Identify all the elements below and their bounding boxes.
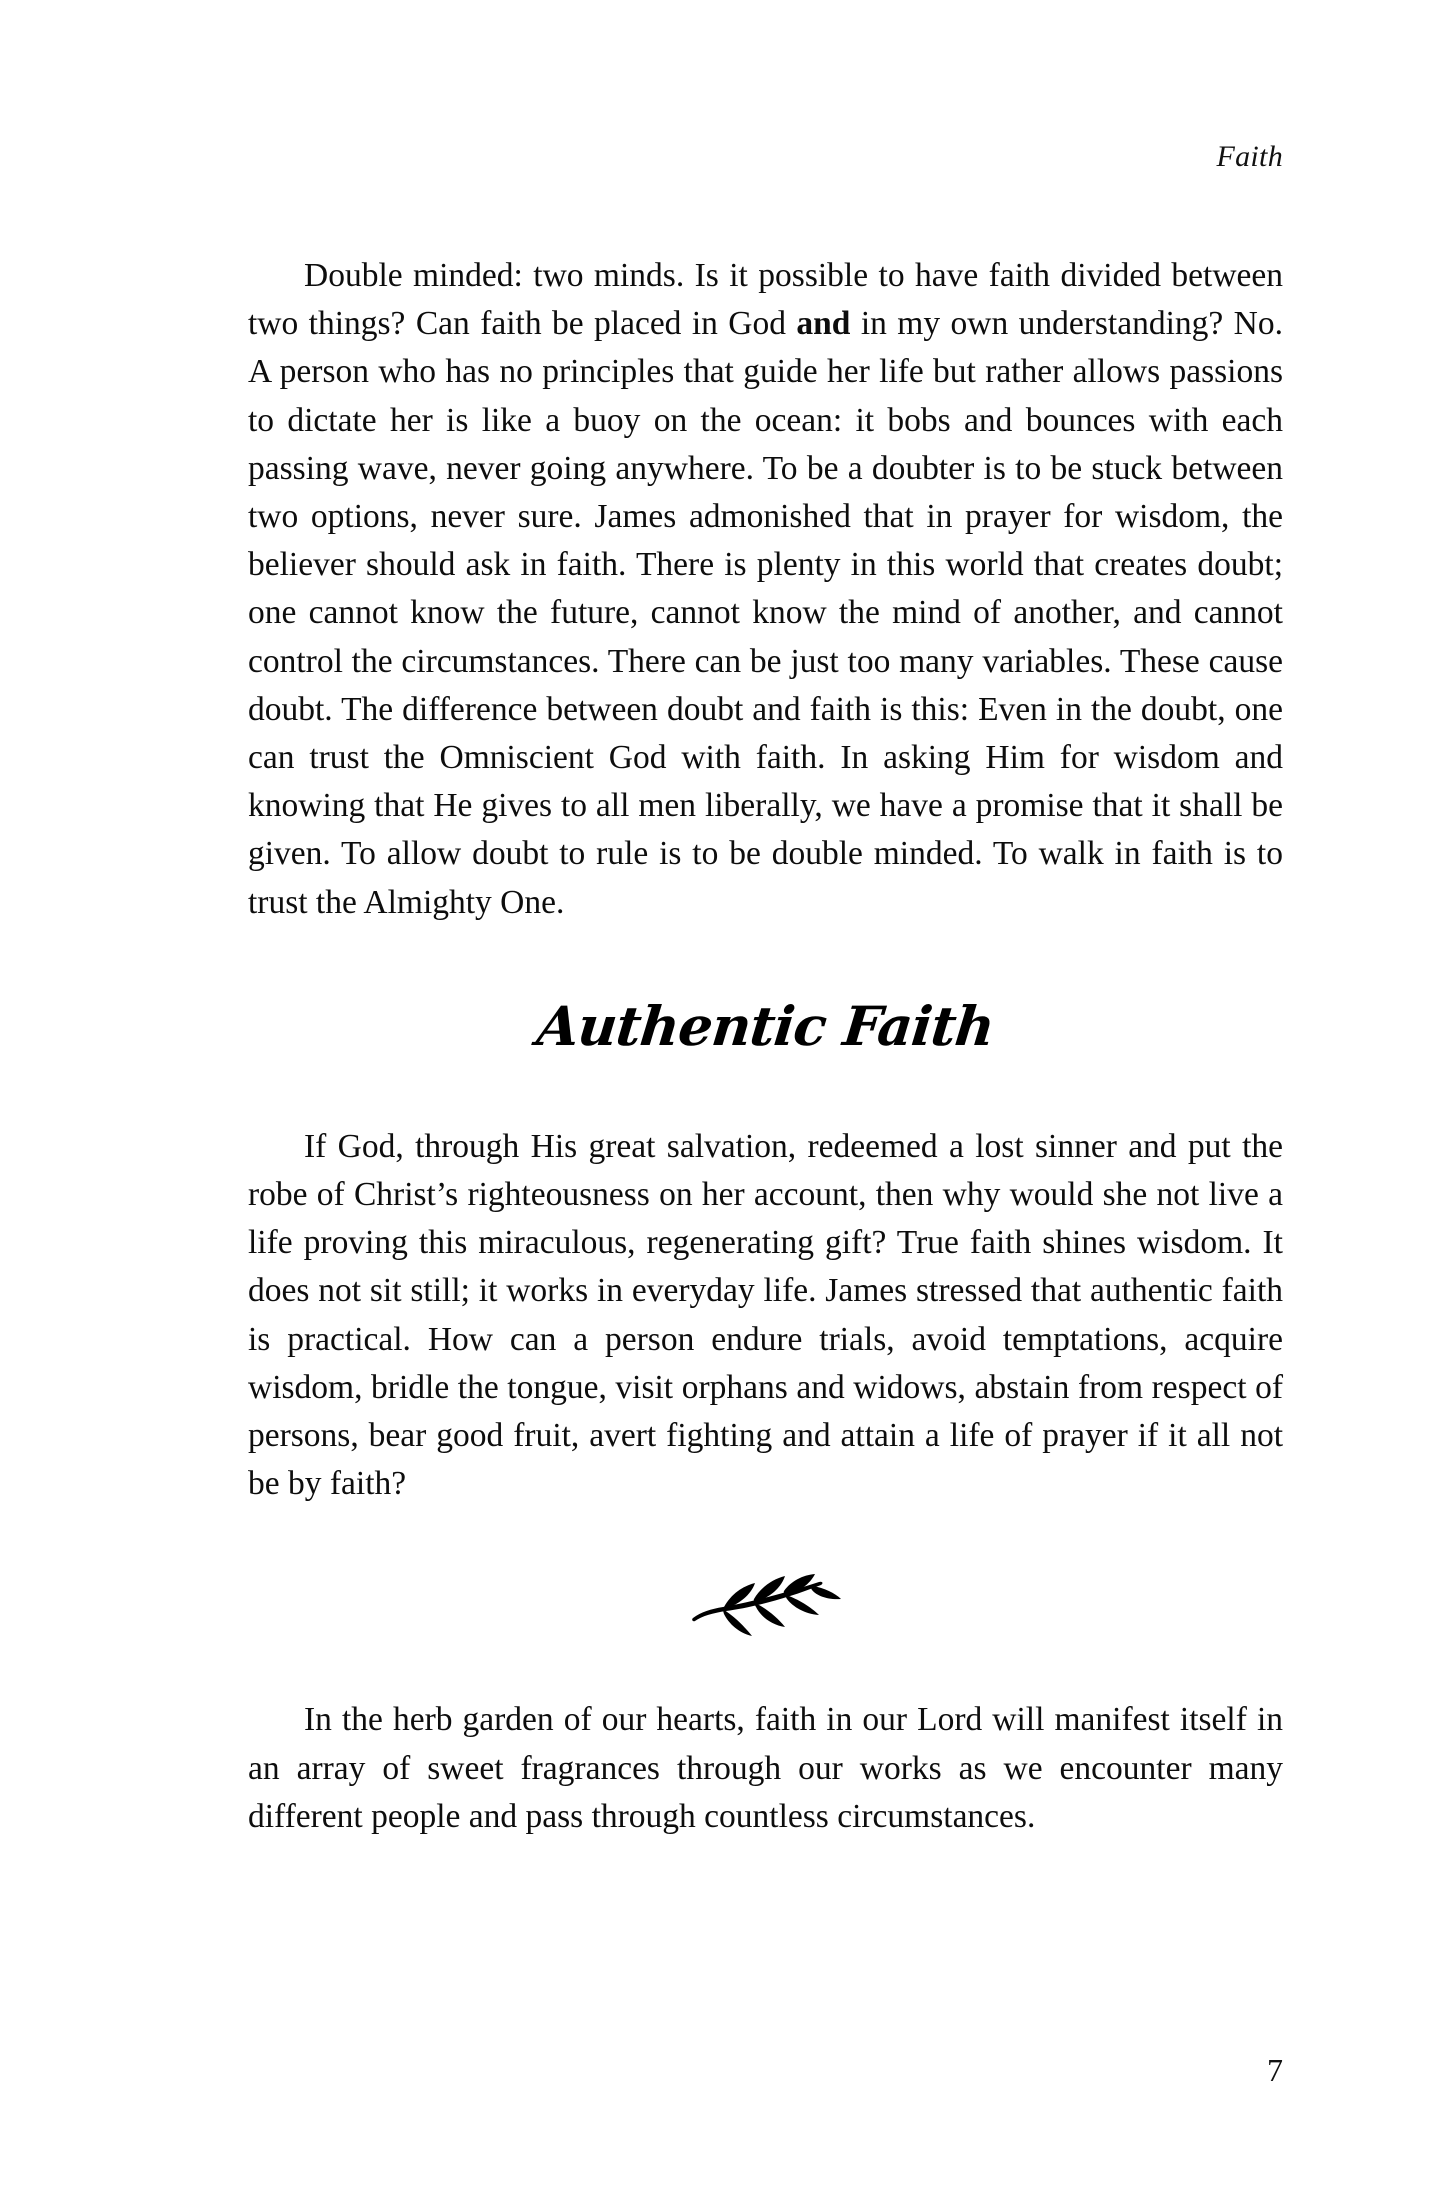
paragraph-1-bold-word: and: [796, 305, 851, 343]
page-content: [248, 252, 1283, 1841]
section-heading-authentic-faith: Authentic Faith: [534, 993, 997, 1058]
paragraph-double-minded: [248, 252, 1283, 927]
paragraph-1-text-before-bold: Double minded: two minds. Is it possible to have faith divided between two things? Can faith be placed in God: [248, 257, 1283, 343]
running-head: Faith: [1216, 140, 1283, 173]
paragraph-1-text-after-bold: in my own understanding? No. A person who has no principles that guide her life but rather allows passions to dictate her is like a buoy on the ocean: it bobs and bounces with each passing wave, never going anywhere. To be a doubter is to be stuck between two options, never sure. James admonished that in prayer for wisdom, the believer should ask in faith. There is plenty in this world that creates doubt; one cannot know the future, cannot know the mind of another, and cannot control the circumstances. There can be just too many variables. These cause doubt. The difference between doubt and faith is this: Even in the doubt, one can trust the Omniscient God with faith. In asking Him for wisdom and knowing that He gives to all men liberally, we have a promise that it shall be given. To allow doubt to rule is to be double minded. To walk in faith is to trust the Almighty One.: [248, 305, 1283, 921]
page-number: 7: [1267, 2052, 1283, 2088]
section-heading-block: [248, 993, 1283, 1058]
paragraph-authentic-faith: If God, through His great salvation, redeemed a lost sinner and put the robe of Christ’s righteousness on her account, then why would she not live a life proving this miraculous, regenerating gift? True faith shines wisdom. It does not sit still; it works in everyday life. James stressed that authentic faith is practical. How can a person endure trials, avoid temptations, acquire wisdom, bridle the tongue, visit orphans and widows, abstain from respect of persons, bear good fruit, avert fighting and attain a life of prayer if it all not be by faith?: [248, 1127, 1283, 1503]
ornament-divider: [248, 1574, 1283, 1636]
leaf-branch-icon: [691, 1574, 841, 1636]
paragraph-herb-garden: In the herb garden of our hearts, faith in our Lord will manifest itself in an array of sweet fragrances through our works as we encounter many different people and pass through countless circumstances.: [248, 1701, 1283, 1835]
